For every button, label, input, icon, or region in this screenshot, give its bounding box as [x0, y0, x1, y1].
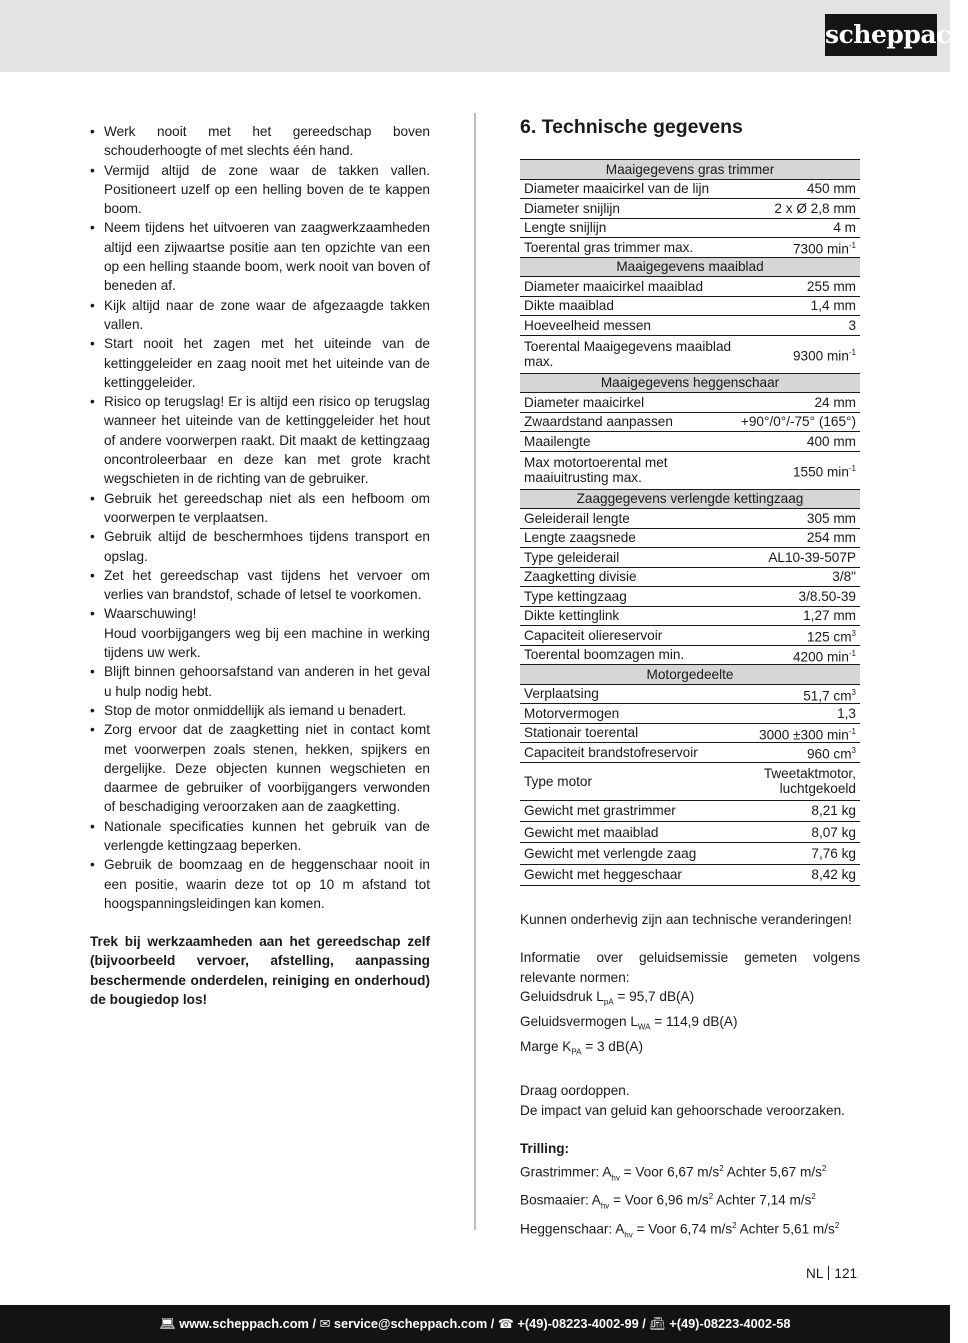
vibration-line — [520, 1187, 860, 1216]
bullet-text: Stop de motor onmiddellijk als iemand u benadert. — [104, 702, 407, 718]
vibration-exponent: 2 — [834, 1220, 840, 1230]
spec-label: Diameter maaicirkel maaiblad — [520, 277, 737, 297]
bullet-item — [90, 334, 430, 392]
spec-row — [520, 509, 860, 529]
spec-label: Stationair toerental — [520, 723, 737, 743]
spec-label: Capaciteit brandstofreservoir — [520, 743, 737, 763]
vibration-front-value: = Voor 6,96 m/s — [609, 1192, 709, 1208]
spec-value-text: 7,76 kg — [811, 845, 856, 861]
language-code: NL — [806, 1266, 824, 1281]
spec-row — [520, 567, 860, 587]
spec-value — [737, 704, 860, 724]
vibration-exponent: 2 — [732, 1220, 737, 1230]
spec-group-header — [520, 489, 860, 509]
vibration-label: Bosmaaier: A — [520, 1192, 601, 1208]
spec-label: Geleiderail lengte — [520, 509, 737, 529]
vibration-front-value: = Voor 6,67 m/s — [619, 1164, 720, 1180]
spec-value — [737, 238, 860, 258]
spec-row — [520, 316, 860, 336]
spec-label: Hoeveelheid messen — [520, 316, 737, 336]
spec-row — [520, 684, 860, 704]
spec-value — [737, 800, 860, 821]
bullet-text: Houd voorbijgangers weg bij een machine in werking tijdens uw werk. — [104, 625, 430, 661]
spec-value — [737, 509, 860, 529]
bullet-text: Werk nooit met het gereedschap boven schouderhoogte of met slechts één hand. — [104, 124, 430, 159]
spec-row — [520, 412, 860, 432]
spec-label: Lengte zaagsnede — [520, 528, 737, 548]
spec-label: Toerental boomzagen min. — [520, 645, 737, 665]
spec-value-text: AL10-39-507P — [768, 549, 856, 565]
vibration-exponent: 2 — [708, 1192, 714, 1202]
spec-value — [737, 199, 860, 219]
spec-unit-exponent: -1 — [848, 726, 856, 736]
spec-row — [520, 548, 860, 568]
bullet-text: Vermijd altijd de zone waar de takken vallen. Positioneert uzelf op een helling boven de te kappen boom. — [104, 162, 430, 217]
spec-value — [737, 432, 860, 452]
spec-group-header — [520, 373, 860, 393]
fax-number: +(49)-08223-4002-58 — [669, 1316, 791, 1331]
spec-label: Zwaardstand aanpassen — [520, 412, 737, 432]
spec-label: Motorvermogen — [520, 704, 737, 724]
noise-warning: De impact van geluid kan gehoorschade veroorzaken. — [520, 1102, 845, 1118]
vibration-line — [520, 1216, 860, 1245]
footer-separator: / — [487, 1316, 498, 1331]
noise-line — [520, 1012, 860, 1037]
spec-value-text: 125 cm — [806, 629, 852, 645]
noise-line — [520, 1037, 860, 1062]
spec-value-text: 255 mm — [806, 278, 856, 294]
spark-plug-warning: Trek bij werkzaamheden aan het gereedschap zelf (bijvoorbeeld vervoer, afstelling, aanpassing beschermende onderdelen, reiniging en onderhoud) de bougiedop los! — [90, 934, 430, 1008]
footer-separator: / — [308, 1316, 320, 1331]
spec-label: Dikte kettinglink — [520, 606, 737, 626]
spec-unit-exponent: -1 — [848, 241, 856, 250]
bullet-item — [90, 662, 430, 701]
spec-value — [737, 626, 860, 646]
vibration-values — [520, 1159, 860, 1245]
ear-protection-note: Draag oordoppen. — [520, 1083, 630, 1099]
page-number-value: 121 — [834, 1266, 858, 1281]
spec-value-text: 24 mm — [814, 394, 856, 410]
spec-value — [737, 277, 860, 297]
noise-line — [520, 987, 860, 1012]
spec-row — [520, 199, 860, 219]
spec-group-header — [520, 665, 860, 685]
spec-row — [520, 432, 860, 452]
spec-row — [520, 335, 860, 373]
spec-label: Type motor — [520, 762, 737, 800]
spec-value-text: 3000 ±300 min — [759, 727, 849, 743]
noise-label: Geluidsdruk L — [520, 989, 604, 1005]
spec-value — [737, 179, 860, 199]
spec-value-text: 8,42 kg — [811, 867, 856, 883]
vibration-subscript: hv — [611, 1172, 620, 1182]
spec-value-text: 3/8.50-39 — [798, 588, 856, 604]
spec-value-text: 8,21 kg — [811, 803, 856, 819]
vibration-subscript: hv — [600, 1201, 610, 1211]
noise-label: Geluidsvermogen L — [520, 1014, 638, 1030]
page-number-separator — [828, 1266, 829, 1280]
technical-changes-note: Kunnen onderhevig zijn aan technische veranderingen! — [520, 911, 852, 927]
bullet-item — [90, 720, 430, 816]
spec-row — [520, 606, 860, 626]
spec-value-text: 3 — [848, 317, 856, 333]
spec-value-text: 8,07 kg — [811, 824, 856, 840]
scheppach-logo: scheppach — [825, 14, 937, 56]
left-column — [90, 122, 430, 1009]
spec-value-text: 1,4 mm — [810, 298, 856, 314]
spec-value-text: 960 cm — [806, 746, 852, 762]
bullet-text: Gebruik de boomzaag en de heggenschaar nooit in een positie, waarin deze tot op 10 m afstand tot hoogspanningsleidingen kan komen. — [104, 857, 430, 911]
spec-value-text: 450 mm — [806, 181, 856, 197]
spec-value — [737, 821, 860, 842]
spec-value — [737, 567, 860, 587]
spec-value — [737, 548, 860, 568]
noise-subscript: WA — [637, 1022, 651, 1032]
spec-value-text: 1550 min — [792, 464, 849, 480]
bullet-item — [90, 392, 430, 488]
bullet-text: Kijk altijd naar de zone waar de afgezaagde takken vallen. — [104, 297, 430, 332]
bullet-text: Gebruik altijd de beschermhoes tijdens transport en opslag. — [104, 529, 430, 564]
spec-value-text: 254 mm — [806, 530, 856, 546]
right-column — [520, 112, 860, 1244]
bullet-text: Risico op terugslag! Er is altijd een risico op terugslag wanneer het uiteinde van de kettinggeleider het hout of andere voorwerpen raakt. Dit maakt de kettingzaag oncontroleerbaar en deze kan met grote kracht wegschieten in de richting van de gebruiker. — [104, 394, 430, 487]
spec-label: Type geleiderail — [520, 548, 737, 568]
spec-value — [737, 451, 860, 489]
spec-label: Zaagketting divisie — [520, 567, 737, 587]
spec-label: Gewicht met grastrimmer — [520, 800, 737, 821]
phone-icon: ☎︎ — [497, 1316, 514, 1331]
spec-value-text: 305 mm — [806, 510, 856, 526]
bullet-text: Gebruik het gereedschap niet als een hefboom om voorwerpen te verplaatsen. — [104, 490, 430, 525]
website-link[interactable]: www.scheppach.com — [179, 1316, 309, 1331]
column-divider — [474, 113, 476, 1230]
spec-value — [737, 723, 860, 743]
bullet-item — [90, 817, 430, 856]
vibration-title: Trilling: — [520, 1141, 570, 1157]
spec-value — [737, 843, 860, 864]
spec-group-title: Zaaggegevens verlengde kettingzaag — [520, 489, 860, 509]
spec-row — [520, 296, 860, 316]
spec-label: Maailengte — [520, 432, 737, 452]
bullet-item — [90, 489, 430, 528]
spec-value-text: 9300 min — [792, 348, 849, 364]
spec-row — [520, 393, 860, 413]
spec-row — [520, 821, 860, 842]
spec-row — [520, 723, 860, 743]
spec-value — [737, 528, 860, 548]
spec-group-header — [520, 160, 860, 180]
spec-row — [520, 451, 860, 489]
noise-subscript: PA — [571, 1047, 582, 1057]
spec-value — [737, 864, 860, 885]
spec-value-text: 1,27 mm — [803, 608, 856, 624]
spec-value — [737, 762, 860, 800]
spec-row — [520, 626, 860, 646]
page-number — [806, 1265, 857, 1283]
spec-value-text: +90°/0°/-75° (165°) — [740, 414, 856, 430]
bullet-item — [90, 566, 430, 605]
contact-footer — [0, 1305, 950, 1343]
spec-label: Type kettingzaag — [520, 587, 737, 607]
bullet-text: Nationale specificaties kunnen het gebruik van de verlengde kettingzaag beperken. — [104, 818, 430, 853]
spec-label: Dikte maaiblad — [520, 296, 737, 316]
noise-label: Marge K — [520, 1039, 572, 1055]
top-header-bar — [0, 0, 968, 72]
spec-row — [520, 277, 860, 297]
vibration-exponent: 2 — [811, 1192, 816, 1202]
spec-label: Diameter maaicirkel van de lijn — [520, 179, 737, 199]
spec-row — [520, 238, 860, 258]
vibration-label: Grastrimmer: A — [520, 1164, 612, 1180]
footer-separator: / — [638, 1316, 650, 1331]
spec-unit-exponent: 3 — [851, 629, 856, 639]
spec-value-text: 2 x Ø 2,8 mm — [774, 200, 856, 216]
vibration-line — [520, 1159, 860, 1188]
section-title: 6. Technische gegevens — [520, 116, 743, 138]
spec-unit-exponent: -1 — [848, 648, 856, 658]
spec-row — [520, 762, 860, 800]
spec-row — [520, 218, 860, 238]
spec-value — [737, 587, 860, 607]
mail-icon: ✉︎ — [319, 1316, 331, 1331]
vibration-exponent: 2 — [719, 1163, 724, 1173]
spec-value-text: luchtgekoeld — [779, 781, 856, 797]
spec-row — [520, 528, 860, 548]
bullet-item — [90, 296, 430, 335]
bullet-text: Waarschuwing! — [104, 606, 197, 622]
vibration-rear-value: Achter 7,14 m/s — [713, 1192, 812, 1208]
spec-value — [737, 743, 860, 763]
spec-row — [520, 800, 860, 821]
spec-label: Diameter snijlijn — [520, 199, 737, 219]
vibration-rear-value: Achter 5,61 m/s — [736, 1221, 835, 1237]
spec-value-text: 51,7 cm — [803, 688, 852, 704]
spec-row — [520, 704, 860, 724]
spec-label: Toerental Maaigegevens maaiblad max. — [520, 335, 737, 373]
spec-row — [520, 743, 860, 763]
vibration-rear-value: Achter 5,67 m/s — [723, 1164, 822, 1180]
spec-unit-exponent: 3 — [851, 687, 856, 697]
spec-value — [737, 335, 860, 373]
vibration-subscript: hv — [624, 1229, 633, 1239]
spec-label: Max motortoerental met maaiuitrusting max. — [520, 451, 737, 489]
computer-icon: 💻︎ — [159, 1316, 176, 1331]
spec-group-header — [520, 257, 860, 277]
spec-label: Capaciteit oliereservoir — [520, 626, 737, 646]
spec-value-text: 400 mm — [806, 433, 856, 449]
technical-data-table — [520, 159, 860, 886]
noise-subscript: pA — [603, 997, 614, 1007]
spec-group-title: Maaigegevens maaiblad — [520, 257, 860, 277]
vibration-exponent: 2 — [821, 1163, 827, 1173]
spec-label: Diameter maaicirkel — [520, 393, 737, 413]
spec-group-title: Motorgedeelte — [520, 665, 860, 685]
vibration-label: Heggenschaar: A — [520, 1221, 625, 1237]
vibration-front-value: = Voor 6,74 m/s — [632, 1221, 733, 1237]
bullet-item — [90, 701, 430, 720]
spec-label: Gewicht met heggeschaar — [520, 864, 737, 885]
spec-label: Lengte snijlijn — [520, 218, 737, 238]
phone-number: +(49)-08223-4002-99 — [517, 1316, 639, 1331]
noise-intro: Informatie over geluidsemissie gemeten volgens relevante normen: — [520, 950, 860, 985]
noise-value: = 114,9 dB(A) — [650, 1014, 738, 1030]
spec-value-text: 4200 min — [792, 649, 849, 665]
spec-unit-exponent: -1 — [848, 463, 856, 473]
spec-unit-exponent: -1 — [848, 347, 856, 357]
bullet-text: Zet het gereedschap vast tijdens het vervoer om verlies van brandstof, schade of letsel te voorkomen. — [104, 567, 430, 603]
spec-value-text: 1,3 — [837, 705, 856, 721]
spec-label: Gewicht met maaiblad — [520, 821, 737, 842]
spec-row — [520, 843, 860, 864]
fax-icon: 📠︎ — [649, 1316, 666, 1331]
spec-value — [737, 296, 860, 316]
spec-label: Verplaatsing — [520, 684, 737, 704]
bullet-item — [90, 527, 430, 566]
spec-row — [520, 864, 860, 885]
spec-value — [737, 606, 860, 626]
spec-value — [737, 645, 860, 665]
email-link[interactable]: service@scheppach.com — [333, 1316, 488, 1331]
noise-value: = 3 dB(A) — [581, 1039, 644, 1055]
noise-values — [520, 987, 860, 1062]
additional-info — [520, 910, 860, 1244]
spec-label: Gewicht met verlengde zaag — [520, 843, 737, 864]
bullet-item — [90, 122, 430, 161]
spec-row — [520, 179, 860, 199]
bullet-item — [90, 604, 430, 662]
spec-value — [737, 316, 860, 336]
spec-row — [520, 645, 860, 665]
spec-value-text: 3/8" — [832, 569, 856, 585]
bullet-item — [90, 218, 430, 295]
spec-group-title: Maaigegevens heggenschaar — [520, 373, 860, 393]
spec-value-text: 7300 min — [792, 241, 849, 257]
spec-value-text: Tweetaktmotor, — [763, 766, 856, 782]
bullet-text: Neem tijdens het uitvoeren van zaagwerkzaamheden altijd een zijwaartse positie aan ten opzichte van een op een helling staande boom, werk nooit van boven of beneden af. — [104, 220, 430, 294]
bullet-item — [90, 855, 430, 913]
spec-value — [737, 218, 860, 238]
safety-bullet-list — [90, 122, 430, 913]
noise-value: = 95,7 dB(A) — [613, 989, 695, 1005]
bullet-text: Start nooit het zagen met het uiteinde van de kettinggeleider en zaag nooit met het uiteinde van de kettinggeleider. — [104, 336, 430, 390]
bullet-text: Blijft binnen gehoorsafstand van anderen in het geval u hulp nodig hebt. — [104, 664, 430, 699]
spec-label: Toerental gras trimmer max. — [520, 238, 737, 258]
spec-unit-exponent: 3 — [851, 746, 856, 756]
spec-value — [737, 393, 860, 413]
bullet-item — [90, 161, 430, 219]
spec-group-title: Maaigegevens gras trimmer — [520, 160, 860, 180]
bullet-text: Zorg ervoor dat de zaagketting niet in contact komt met voorwerpen zoals stenen, hekken, spijkers en dergelijke. Deze objecten kunnen wegschieten en daarmee de gebruiker of voorbijgangers verwonden of beschadiging veroorzaken aan de zaagketting. — [104, 722, 430, 815]
spec-row — [520, 587, 860, 607]
spec-value — [737, 412, 860, 432]
spec-value-text: 4 m — [833, 220, 856, 236]
spec-value — [737, 684, 860, 704]
